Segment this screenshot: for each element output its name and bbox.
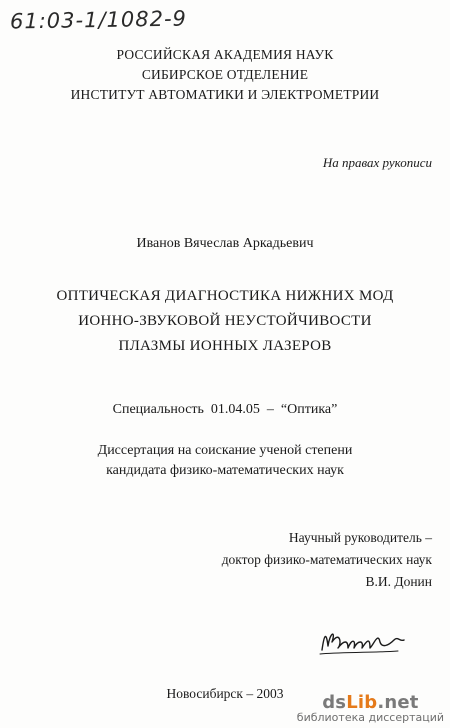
author-signature bbox=[318, 622, 408, 665]
org-academy: РОССИЙСКАЯ АКАДЕМИЯ НАУК bbox=[116, 47, 334, 62]
signature-scribble bbox=[318, 622, 408, 660]
specialty-line: Специальность 01.04.05 – “Оптика” bbox=[112, 402, 338, 417]
title-line-2: ИОННО-ЗВУКОВОЙ НЕУСТОЙЧИВОСТИ bbox=[78, 313, 372, 329]
rights-note: На правах рукописи bbox=[322, 155, 432, 170]
author-name: Иванов Вячеслав Аркадьевич bbox=[136, 236, 314, 251]
watermark-subtitle: библиотека диссертаций bbox=[296, 711, 444, 724]
supervisor-name: В.И. Донин bbox=[365, 574, 432, 589]
city-year: Новосибирск – 2003 bbox=[166, 686, 284, 701]
title-line-3: ПЛАЗМЫ ИОННЫХ ЛАЗЕРОВ bbox=[118, 338, 332, 354]
supervisor-degree: доктор физико-математических наук bbox=[221, 552, 432, 567]
degree-line-2: кандидата физико-математических наук bbox=[106, 463, 344, 478]
title-line-1: ОПТИЧЕСКАЯ ДИАГНОСТИКА НИЖНИХ МОД bbox=[56, 288, 394, 304]
watermark bbox=[297, 692, 444, 724]
org-institute: ИНСТИТУТ АВТОМАТИКИ И ЭЛЕКТРОМЕТРИИ bbox=[70, 87, 380, 102]
watermark-logo: dsLib.net bbox=[322, 692, 419, 713]
degree-line-1: Диссертация на соискание ученой степени bbox=[97, 443, 353, 458]
org-branch: СИБИРСКОЕ ОТДЕЛЕНИЕ bbox=[141, 67, 309, 82]
supervisor-role: Научный руководитель – bbox=[288, 530, 432, 545]
handwritten-catalog-number: 61:03-1/1082-9 bbox=[9, 6, 188, 34]
